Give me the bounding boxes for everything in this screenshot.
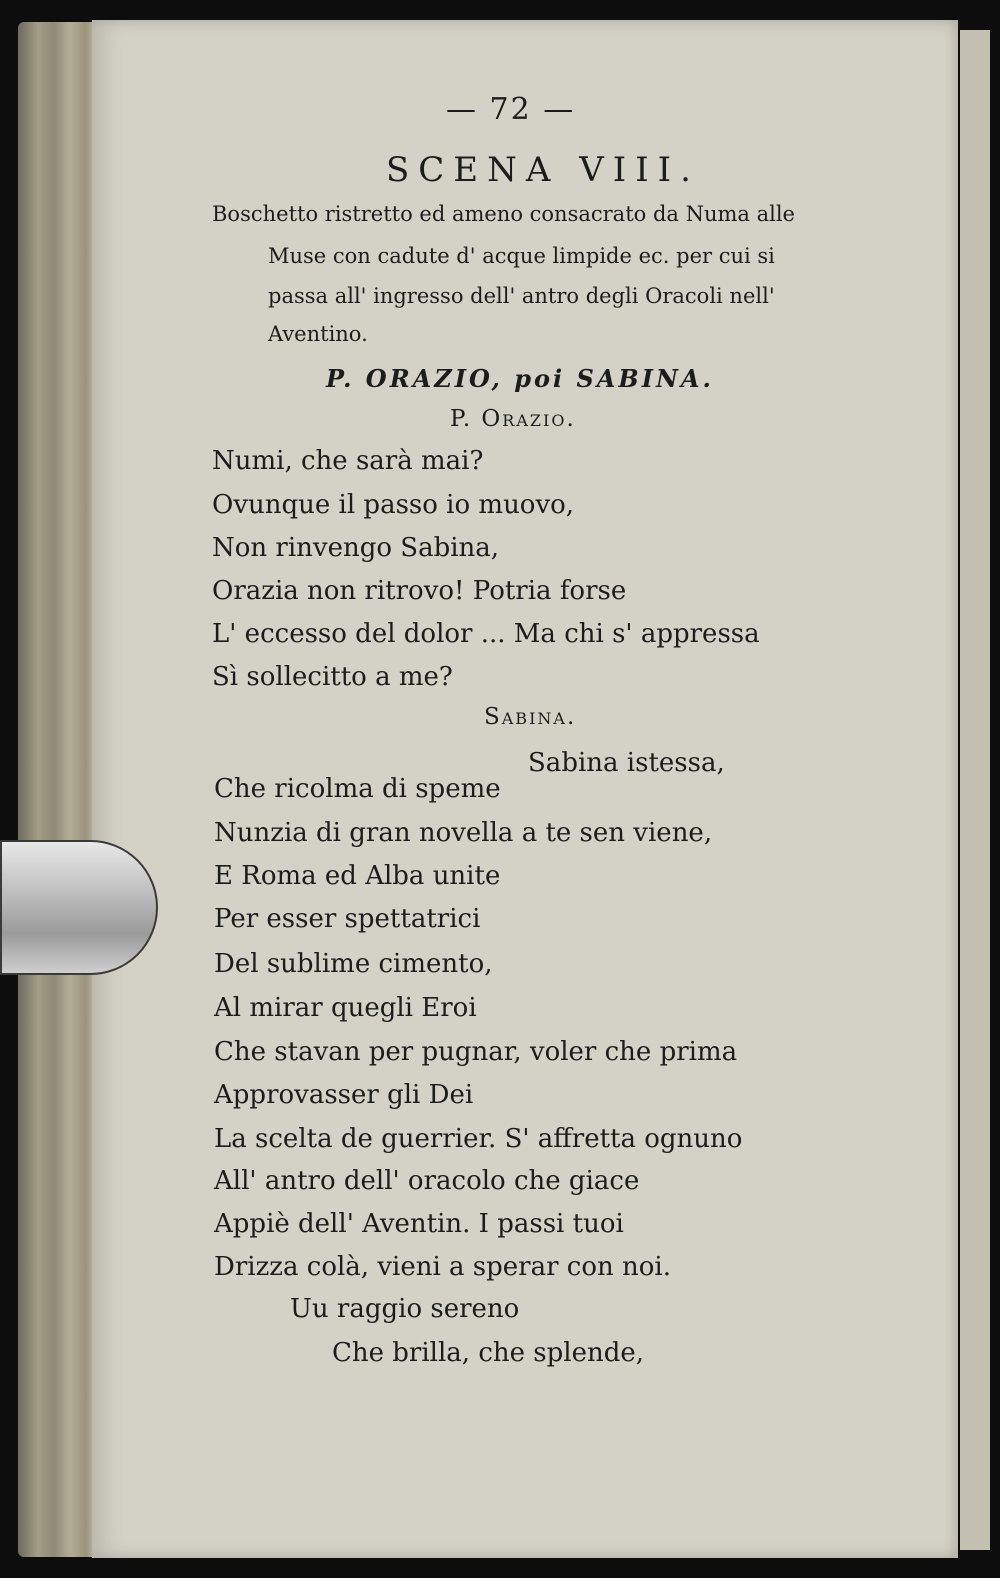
verse-line: Che ricolma di speme — [214, 774, 501, 804]
speaker-name: Sabina. — [484, 704, 577, 730]
verse-line: E Roma ed Alba unite — [214, 861, 501, 891]
verse-line: Che brilla, che splende, — [332, 1338, 645, 1368]
stage-direction-line: Aventino. — [268, 322, 368, 346]
verse-line: Uu raggio sereno — [290, 1294, 520, 1324]
verse-line: Non rinvengo Sabina, — [212, 533, 500, 563]
verse-line: Ovunque il passo io muovo, — [212, 490, 575, 520]
verse-line: Appiè dell' Aventin. I passi tuoi — [214, 1209, 624, 1239]
verse-line: Che stavan per pugnar, voler che prima — [214, 1037, 738, 1067]
characters-line: P. ORAZIO, poi SABINA. — [326, 364, 714, 393]
stage-direction-line: Boschetto ristretto ed ameno consacrato da Numa alle — [212, 202, 795, 226]
book-fore-edge — [18, 22, 98, 1557]
verse-line: La scelta de guerrier. S' affretta ognuno — [214, 1124, 743, 1154]
verse-line: Numi, che sarà mai? — [212, 446, 484, 476]
facing-page-edge — [960, 30, 990, 1550]
speaker-name: P. Orazio. — [450, 406, 576, 432]
verse-line: Sabina istessa, — [528, 748, 725, 778]
page-holder-thumb — [0, 840, 158, 975]
verse-line: Approvasser gli Dei — [214, 1080, 474, 1110]
stage-direction-line: passa all' ingresso dell' antro degli Oracoli nell' — [268, 284, 775, 308]
verse-line: Orazia non ritrovo! Potria forse — [212, 576, 627, 606]
verse-line: Sì sollecitto a me? — [212, 662, 453, 692]
scene-heading: SCENA VIII. — [386, 150, 700, 190]
verse-line: Per esser spettatrici — [214, 904, 481, 934]
verse-line: Drizza colà, vieni a sperar con noi. — [214, 1252, 671, 1282]
verse-line: All' antro dell' oracolo che giace — [214, 1166, 640, 1196]
verse-line: Del sublime cimento, — [214, 949, 493, 979]
page-number: — 72 — — [446, 92, 576, 127]
stage-direction-line: Muse con cadute d' acque limpide ec. per cui si — [268, 244, 775, 268]
verse-line: Al mirar quegli Eroi — [214, 993, 477, 1023]
verse-line: L' eccesso del dolor ... Ma chi s' appressa — [212, 619, 760, 649]
verse-line: Nunzia di gran novella a te sen viene, — [214, 818, 713, 848]
